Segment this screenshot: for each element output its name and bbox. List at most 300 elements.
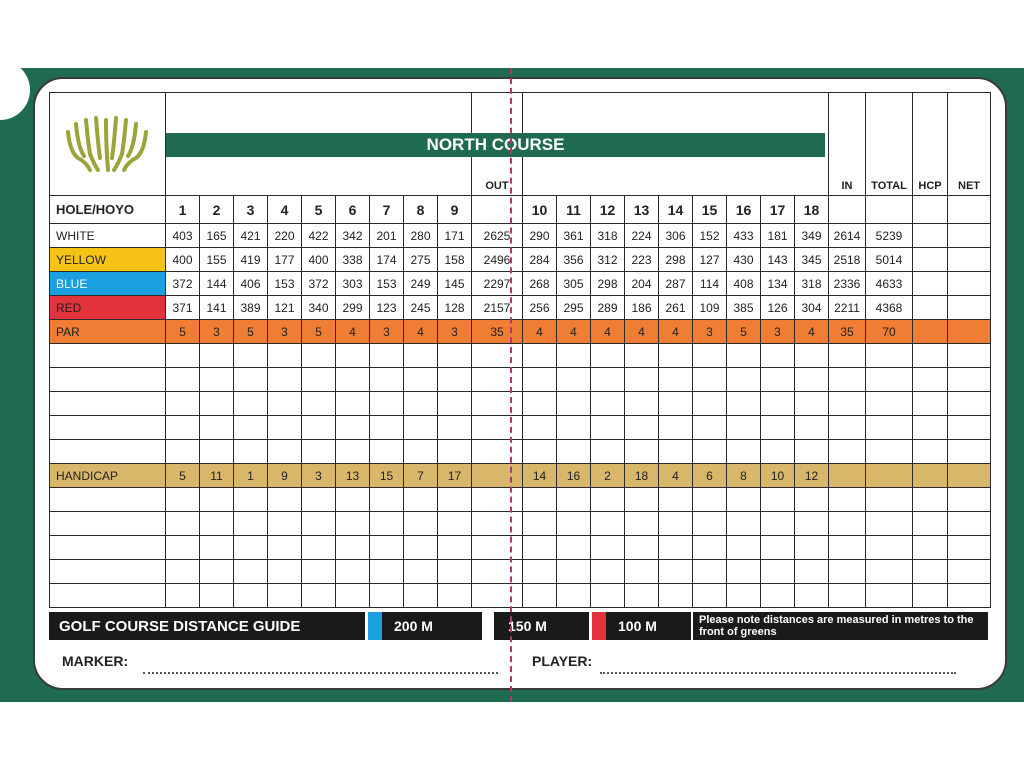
total-value: 5014 xyxy=(866,248,913,272)
score-entry-cell[interactable] xyxy=(693,512,727,536)
score-entry-cell[interactable] xyxy=(829,512,866,536)
score-entry-cell[interactable] xyxy=(302,440,336,464)
score-entry-cell[interactable] xyxy=(166,560,200,584)
score-entry-cell[interactable] xyxy=(557,440,591,464)
score-entry-cell[interactable] xyxy=(829,392,866,416)
marker-100-swatch xyxy=(592,612,606,640)
score-entry-cell[interactable] xyxy=(557,344,591,368)
score-entry-cell[interactable] xyxy=(659,344,693,368)
hole-value: 419 xyxy=(234,248,268,272)
score-entry-cell[interactable] xyxy=(472,368,523,392)
score-entry-cell[interactable] xyxy=(591,536,625,560)
score-entry-cell[interactable] xyxy=(200,560,234,584)
score-entry-cell[interactable] xyxy=(472,560,523,584)
hole-number: 1 xyxy=(166,196,200,224)
score-entry-cell[interactable] xyxy=(557,584,591,608)
score-entry-cell[interactable] xyxy=(795,584,829,608)
in-value: 2211 xyxy=(829,296,866,320)
score-entry-cell[interactable] xyxy=(659,440,693,464)
score-entry-cell[interactable] xyxy=(336,536,370,560)
score-entry-cell[interactable] xyxy=(268,584,302,608)
score-entry-cell[interactable] xyxy=(761,584,795,608)
score-entry-cell[interactable] xyxy=(50,584,166,608)
score-entry-cell[interactable] xyxy=(404,416,438,440)
player-signature-line[interactable] xyxy=(600,672,956,674)
score-entry-cell[interactable] xyxy=(625,368,659,392)
score-entry-cell[interactable] xyxy=(200,368,234,392)
tee-row-blue xyxy=(50,272,991,296)
score-entry-cell[interactable] xyxy=(370,416,404,440)
score-entry-cell[interactable] xyxy=(693,488,727,512)
score-entry-cell[interactable] xyxy=(591,560,625,584)
handicap-value: 10 xyxy=(761,464,795,488)
score-entry-cell[interactable] xyxy=(472,416,523,440)
score-entry-cell[interactable] xyxy=(829,536,866,560)
hole-value: 174 xyxy=(370,248,404,272)
score-entry-cell[interactable] xyxy=(795,488,829,512)
score-entry-cell[interactable] xyxy=(625,392,659,416)
score-entry-cell[interactable] xyxy=(795,368,829,392)
score-entry-cell[interactable] xyxy=(523,560,557,584)
score-entry-cell[interactable] xyxy=(370,344,404,368)
hole-value: 181 xyxy=(761,224,795,248)
score-entry-cell[interactable] xyxy=(913,512,948,536)
fold-line xyxy=(510,68,512,702)
score-entry-rows xyxy=(50,344,991,464)
score-entry-row xyxy=(50,560,991,584)
hole-value: 389 xyxy=(234,296,268,320)
score-entry-cell[interactable] xyxy=(438,584,472,608)
score-entry-cell[interactable] xyxy=(336,344,370,368)
score-entry-cell[interactable] xyxy=(727,392,761,416)
score-entry-cell[interactable] xyxy=(948,584,991,608)
score-entry-cell[interactable] xyxy=(727,560,761,584)
marker-label: MARKER: xyxy=(62,653,129,669)
score-entry-cell[interactable] xyxy=(302,368,336,392)
score-entry-cell[interactable] xyxy=(268,440,302,464)
hole-value: 430 xyxy=(727,248,761,272)
score-entry-cell[interactable] xyxy=(50,440,166,464)
score-entry-cell[interactable] xyxy=(302,512,336,536)
score-entry-cell[interactable] xyxy=(200,488,234,512)
score-entry-cell[interactable] xyxy=(693,416,727,440)
score-entry-cell[interactable] xyxy=(336,560,370,584)
score-entry-cell[interactable] xyxy=(523,440,557,464)
score-entry-cell[interactable] xyxy=(761,560,795,584)
score-entry-cell[interactable] xyxy=(625,344,659,368)
score-entry-cell[interactable] xyxy=(557,536,591,560)
in-value: 2518 xyxy=(829,248,866,272)
score-entry-cell[interactable] xyxy=(404,536,438,560)
score-entry-cell[interactable] xyxy=(268,536,302,560)
score-entry-cell[interactable] xyxy=(761,536,795,560)
handicap-row xyxy=(50,464,991,488)
score-entry-cell[interactable] xyxy=(50,344,166,368)
score-entry-cell[interactable] xyxy=(591,416,625,440)
score-entry-cell[interactable] xyxy=(591,344,625,368)
score-entry-cell[interactable] xyxy=(302,392,336,416)
score-entry-cell[interactable] xyxy=(166,440,200,464)
score-entry-cell[interactable] xyxy=(829,488,866,512)
score-entry-cell[interactable] xyxy=(659,512,693,536)
score-entry-cell[interactable] xyxy=(659,392,693,416)
score-entry-cell[interactable] xyxy=(795,392,829,416)
score-entry-cell[interactable] xyxy=(234,392,268,416)
hole-value: 303 xyxy=(336,272,370,296)
score-entry-cell[interactable] xyxy=(302,560,336,584)
score-entry-cell[interactable] xyxy=(234,368,268,392)
score-entry-cell[interactable] xyxy=(761,344,795,368)
score-entry-cell[interactable] xyxy=(693,368,727,392)
score-entry-cell[interactable] xyxy=(693,440,727,464)
score-entry-cell[interactable] xyxy=(866,440,913,464)
score-entry-cell[interactable] xyxy=(523,344,557,368)
score-entry-cell[interactable] xyxy=(523,416,557,440)
score-entry-cell[interactable] xyxy=(404,512,438,536)
score-entry-cell[interactable] xyxy=(200,392,234,416)
score-entry-cell[interactable] xyxy=(234,344,268,368)
hcp-value xyxy=(913,248,948,272)
score-entry-cell[interactable] xyxy=(659,560,693,584)
score-entry-cell[interactable] xyxy=(591,584,625,608)
score-entry-cell[interactable] xyxy=(472,512,523,536)
score-entry-cell[interactable] xyxy=(761,368,795,392)
score-entry-cell[interactable] xyxy=(523,536,557,560)
score-entry-cell[interactable] xyxy=(625,488,659,512)
score-entry-cell[interactable] xyxy=(866,344,913,368)
score-entry-cell[interactable] xyxy=(761,392,795,416)
hole-number: 10 xyxy=(523,196,557,224)
score-entry-cell[interactable] xyxy=(948,440,991,464)
score-entry-cell[interactable] xyxy=(591,512,625,536)
handicap-value: 16 xyxy=(557,464,591,488)
score-entry-cell[interactable] xyxy=(234,512,268,536)
score-entry-cell[interactable] xyxy=(438,368,472,392)
score-entry-cell[interactable] xyxy=(727,584,761,608)
score-entry-cell[interactable] xyxy=(913,560,948,584)
score-entry-cell[interactable] xyxy=(472,584,523,608)
score-entry-cell[interactable] xyxy=(727,536,761,560)
score-entry-cell[interactable] xyxy=(693,536,727,560)
score-entry-cell[interactable] xyxy=(166,392,200,416)
score-entry-cell[interactable] xyxy=(795,416,829,440)
score-entry-cell[interactable] xyxy=(948,392,991,416)
score-entry-cell[interactable] xyxy=(404,392,438,416)
score-entry-cell[interactable] xyxy=(829,416,866,440)
score-entry-cell[interactable] xyxy=(404,488,438,512)
scorecard-table xyxy=(49,92,991,608)
score-entry-cell[interactable] xyxy=(200,440,234,464)
score-entry-cell[interactable] xyxy=(50,512,166,536)
score-entry-cell[interactable] xyxy=(234,560,268,584)
score-entry-cell[interactable] xyxy=(659,536,693,560)
out-cell xyxy=(472,196,523,224)
score-entry-cell[interactable] xyxy=(948,344,991,368)
score-entry-cell[interactable] xyxy=(523,512,557,536)
score-entry-cell[interactable] xyxy=(370,488,404,512)
score-entry-cell[interactable] xyxy=(166,512,200,536)
hole-value: 249 xyxy=(404,272,438,296)
score-entry-cell[interactable] xyxy=(557,488,591,512)
out-value: 2297 xyxy=(472,272,523,296)
score-entry-cell[interactable] xyxy=(404,344,438,368)
score-entry-cell[interactable] xyxy=(625,536,659,560)
score-entry-cell[interactable] xyxy=(472,536,523,560)
hole-value: 340 xyxy=(302,296,336,320)
score-entry-cell[interactable] xyxy=(693,344,727,368)
score-entry-cell[interactable] xyxy=(336,584,370,608)
score-entry-cell[interactable] xyxy=(625,560,659,584)
score-entry-cell[interactable] xyxy=(557,560,591,584)
score-entry-cell[interactable] xyxy=(438,536,472,560)
score-entry-cell[interactable] xyxy=(302,416,336,440)
hole-label: HOLE/HOYO xyxy=(50,196,166,224)
score-entry-cell[interactable] xyxy=(866,536,913,560)
score-entry-cell[interactable] xyxy=(557,392,591,416)
score-entry-cell[interactable] xyxy=(438,512,472,536)
hole-value: 289 xyxy=(591,296,625,320)
hole-value: 141 xyxy=(200,296,234,320)
score-entry-cell[interactable] xyxy=(404,560,438,584)
hole-value: 3 xyxy=(370,320,404,344)
score-entry-cell[interactable] xyxy=(866,392,913,416)
score-entry-cell[interactable] xyxy=(625,416,659,440)
score-entry-cell[interactable] xyxy=(913,584,948,608)
score-entry-cell[interactable] xyxy=(866,560,913,584)
score-entry-cell[interactable] xyxy=(234,584,268,608)
score-entry-cell[interactable] xyxy=(866,368,913,392)
score-entry-cell[interactable] xyxy=(727,368,761,392)
score-entry-cell[interactable] xyxy=(795,344,829,368)
score-entry-cell[interactable] xyxy=(166,416,200,440)
score-entry-cell[interactable] xyxy=(727,344,761,368)
score-entry-cell[interactable] xyxy=(370,560,404,584)
score-entry-cell[interactable] xyxy=(472,344,523,368)
hole-value: 128 xyxy=(438,296,472,320)
in-head-cell: IN xyxy=(829,93,866,196)
score-entry-cell[interactable] xyxy=(370,536,404,560)
handicap-value: 18 xyxy=(625,464,659,488)
score-entry-cell[interactable] xyxy=(370,512,404,536)
score-entry-cell[interactable] xyxy=(200,416,234,440)
score-entry-cell[interactable] xyxy=(913,344,948,368)
score-entry-cell[interactable] xyxy=(761,416,795,440)
score-entry-cell[interactable] xyxy=(523,368,557,392)
score-entry-cell[interactable] xyxy=(866,512,913,536)
score-entry-cell[interactable] xyxy=(625,440,659,464)
score-entry-cell[interactable] xyxy=(438,416,472,440)
score-entry-cell[interactable] xyxy=(557,512,591,536)
score-entry-cell[interactable] xyxy=(913,392,948,416)
score-entry-cell[interactable] xyxy=(795,560,829,584)
score-entry-cell[interactable] xyxy=(302,344,336,368)
score-entry-row xyxy=(50,344,991,368)
score-entry-cell[interactable] xyxy=(761,440,795,464)
score-entry-cell[interactable] xyxy=(234,488,268,512)
score-entry-cell[interactable] xyxy=(659,416,693,440)
score-entry-row xyxy=(50,536,991,560)
score-entry-cell[interactable] xyxy=(913,536,948,560)
score-entry-cell[interactable] xyxy=(795,512,829,536)
score-entry-cell[interactable] xyxy=(472,392,523,416)
score-entry-cell[interactable] xyxy=(166,536,200,560)
score-entry-cell[interactable] xyxy=(795,536,829,560)
score-entry-cell[interactable] xyxy=(438,560,472,584)
score-entry-cell[interactable] xyxy=(591,368,625,392)
score-entry-cell[interactable] xyxy=(829,584,866,608)
score-entry-cell[interactable] xyxy=(200,584,234,608)
score-entry-cell[interactable] xyxy=(948,416,991,440)
score-entry-cell[interactable] xyxy=(659,488,693,512)
score-entry-cell[interactable] xyxy=(829,344,866,368)
hole-number: 15 xyxy=(693,196,727,224)
score-entry-cell[interactable] xyxy=(302,584,336,608)
score-entry-cell[interactable] xyxy=(948,512,991,536)
score-entry-row xyxy=(50,368,991,392)
score-entry-cell[interactable] xyxy=(948,488,991,512)
score-entry-cell[interactable] xyxy=(166,368,200,392)
hole-value: 304 xyxy=(795,296,829,320)
score-entry-cell[interactable] xyxy=(438,440,472,464)
score-entry-cell[interactable] xyxy=(336,368,370,392)
score-entry-cell[interactable] xyxy=(659,368,693,392)
score-entry-cell[interactable] xyxy=(625,512,659,536)
score-entry-cell[interactable] xyxy=(557,416,591,440)
hcp-value xyxy=(913,464,948,488)
score-entry-cell[interactable] xyxy=(234,440,268,464)
score-entry-cell[interactable] xyxy=(727,488,761,512)
score-entry-cell[interactable] xyxy=(370,584,404,608)
score-entry-cell[interactable] xyxy=(913,488,948,512)
score-entry-cell[interactable] xyxy=(336,440,370,464)
score-entry-cell[interactable] xyxy=(472,488,523,512)
marker-signature-line[interactable] xyxy=(143,672,498,674)
score-entry-cell[interactable] xyxy=(913,416,948,440)
score-entry-cell[interactable] xyxy=(200,344,234,368)
score-entry-cell[interactable] xyxy=(404,584,438,608)
score-entry-cell[interactable] xyxy=(404,440,438,464)
score-entry-cell[interactable] xyxy=(438,488,472,512)
score-entry-cell[interactable] xyxy=(302,536,336,560)
score-entry-cell[interactable] xyxy=(829,560,866,584)
score-entry-cell[interactable] xyxy=(727,416,761,440)
score-entry-cell[interactable] xyxy=(166,584,200,608)
hole-value: 275 xyxy=(404,248,438,272)
score-entry-cell[interactable] xyxy=(829,440,866,464)
score-entry-cell[interactable] xyxy=(591,392,625,416)
score-entry-cell[interactable] xyxy=(438,344,472,368)
score-entry-cell[interactable] xyxy=(50,392,166,416)
score-entry-cell[interactable] xyxy=(268,392,302,416)
hole-value: 4 xyxy=(659,320,693,344)
score-entry-cell[interactable] xyxy=(268,488,302,512)
score-entry-cell[interactable] xyxy=(336,512,370,536)
out-value xyxy=(472,464,523,488)
score-entry-cell[interactable] xyxy=(268,416,302,440)
score-entry-cell[interactable] xyxy=(591,488,625,512)
score-entry-cell[interactable] xyxy=(523,584,557,608)
score-entry-cell[interactable] xyxy=(948,536,991,560)
score-entry-cell[interactable] xyxy=(370,368,404,392)
score-entry-cell[interactable] xyxy=(523,488,557,512)
score-entry-cell[interactable] xyxy=(557,368,591,392)
score-entry-cell[interactable] xyxy=(234,416,268,440)
score-entry-cell[interactable] xyxy=(472,440,523,464)
score-entry-cell[interactable] xyxy=(336,416,370,440)
tee-row-yellow xyxy=(50,248,991,272)
score-entry-cell[interactable] xyxy=(50,536,166,560)
net-value xyxy=(948,224,991,248)
score-entry-cell[interactable] xyxy=(268,512,302,536)
score-entry-cell[interactable] xyxy=(200,512,234,536)
score-entry-cell[interactable] xyxy=(795,440,829,464)
score-entry-cell[interactable] xyxy=(523,392,557,416)
score-entry-cell[interactable] xyxy=(268,560,302,584)
score-entry-cell[interactable] xyxy=(693,584,727,608)
score-entry-cell[interactable] xyxy=(866,416,913,440)
score-entry-cell[interactable] xyxy=(913,440,948,464)
score-entry-cell[interactable] xyxy=(761,512,795,536)
score-entry-cell[interactable] xyxy=(336,488,370,512)
score-entry-cell[interactable] xyxy=(50,368,166,392)
hole-value: 4 xyxy=(523,320,557,344)
net-value xyxy=(948,320,991,344)
hole-value: 305 xyxy=(557,272,591,296)
tee-row-par xyxy=(50,320,991,344)
hole-value: 171 xyxy=(438,224,472,248)
score-entry-cell[interactable] xyxy=(591,440,625,464)
hole-value: 143 xyxy=(761,248,795,272)
score-entry-cell[interactable] xyxy=(727,440,761,464)
score-entry-cell[interactable] xyxy=(761,488,795,512)
net-value xyxy=(948,464,991,488)
score-entry-cell[interactable] xyxy=(727,512,761,536)
score-entry-cell[interactable] xyxy=(693,392,727,416)
score-entry-cell[interactable] xyxy=(200,536,234,560)
score-entry-row xyxy=(50,440,991,464)
score-entry-cell[interactable] xyxy=(268,344,302,368)
score-entry-cell[interactable] xyxy=(302,488,336,512)
score-entry-cell[interactable] xyxy=(438,392,472,416)
score-entry-cell[interactable] xyxy=(268,368,302,392)
score-entry-cell[interactable] xyxy=(404,368,438,392)
score-entry-cell[interactable] xyxy=(659,584,693,608)
score-entry-cell[interactable] xyxy=(370,440,404,464)
score-entry-cell[interactable] xyxy=(866,488,913,512)
score-entry-cell[interactable] xyxy=(866,584,913,608)
score-entry-cell[interactable] xyxy=(50,560,166,584)
score-entry-cell[interactable] xyxy=(50,416,166,440)
total-value: 4368 xyxy=(866,296,913,320)
score-entry-cell[interactable] xyxy=(234,536,268,560)
hole-value: 280 xyxy=(404,224,438,248)
score-entry-cell[interactable] xyxy=(50,488,166,512)
score-entry-cell[interactable] xyxy=(913,368,948,392)
score-entry-cell[interactable] xyxy=(693,560,727,584)
hole-value: 400 xyxy=(302,248,336,272)
net-cell xyxy=(948,196,991,224)
score-entry-cell[interactable] xyxy=(625,584,659,608)
score-entry-cell[interactable] xyxy=(166,344,200,368)
total-value: 70 xyxy=(866,320,913,344)
score-entry-cell[interactable] xyxy=(948,560,991,584)
marker-150-label: 150 M xyxy=(494,612,589,640)
score-entry-cell[interactable] xyxy=(166,488,200,512)
score-entry-cell[interactable] xyxy=(336,392,370,416)
score-entry-cell[interactable] xyxy=(829,368,866,392)
score-entry-cell[interactable] xyxy=(370,392,404,416)
score-entry-cell[interactable] xyxy=(948,368,991,392)
